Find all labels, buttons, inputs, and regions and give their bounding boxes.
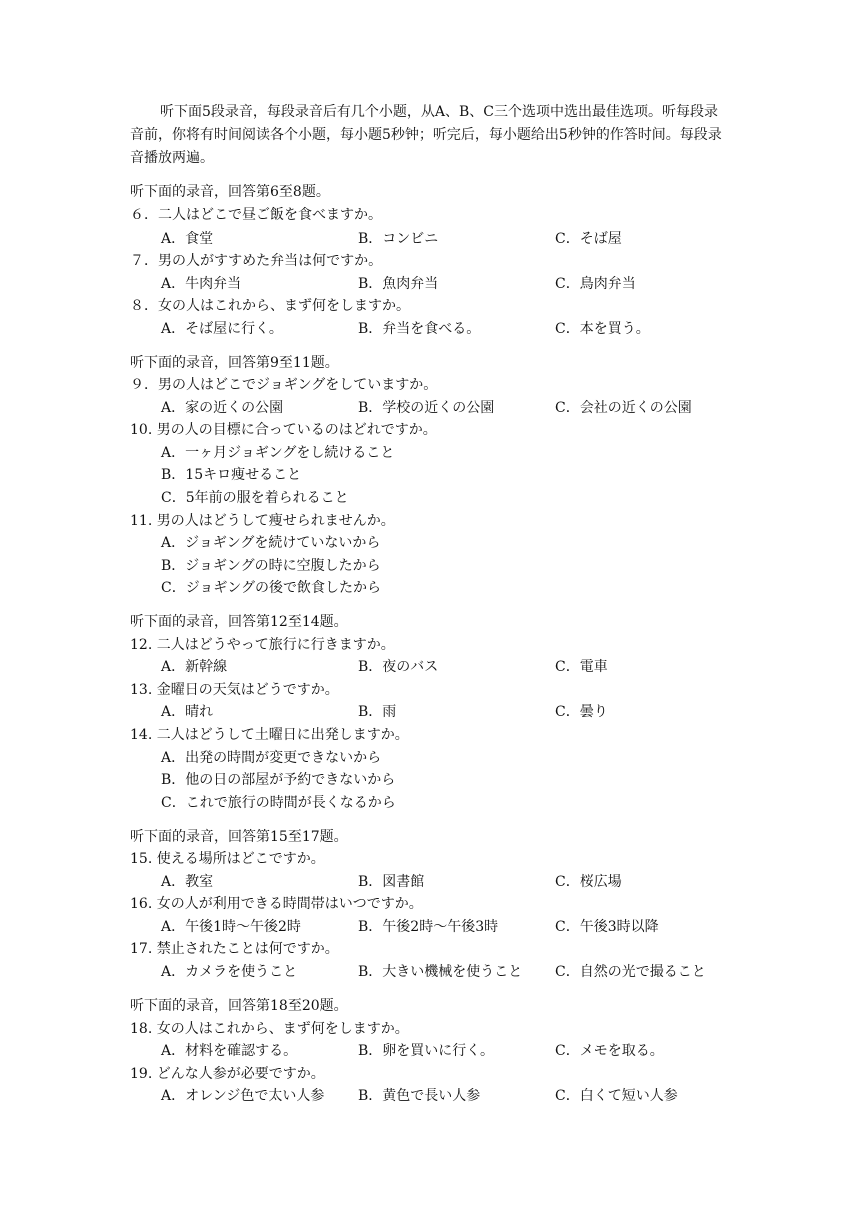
option-c: C．5年前の服を着られること (161, 490, 349, 506)
question-15: 15. 使える場所はどこですか。 (130, 851, 325, 867)
question-19: 19. どんな人参が必要ですか。 (130, 1066, 325, 1082)
option-c: C．ジョギングの後で飲食したから (161, 580, 382, 596)
option-a: A．新幹線 (161, 659, 228, 675)
question-8: ８．女の人はこれから、まず何をしますか。 (130, 298, 410, 314)
option-c: C．白くて短い人参 (555, 1088, 678, 1104)
question-18: 18. 女の人はこれから、まず何をしますか。 (130, 1021, 409, 1037)
option-a: A．家の近くの公園 (161, 400, 284, 416)
option-c: C．会社の近くの公園 (555, 400, 692, 416)
option-a: A．そば屋に行く。 (161, 321, 283, 337)
question-9: ９．男の人はどこでジョギングをしていますか。 (130, 377, 438, 393)
option-a: A．一ヶ月ジョギングをし続けること (161, 445, 395, 461)
option-a: A．材料を確認する。 (161, 1043, 298, 1059)
option-b: B．15キロ痩せること (161, 467, 302, 483)
question-12: 12. 二人はどうやって旅行に行きますか。 (130, 637, 395, 653)
option-b: B．学校の近くの公園 (358, 400, 495, 416)
question-6: ６．二人はどこで昼ご飯を食べますか。 (130, 207, 382, 223)
option-b: B．他の日の部屋が予約できないから (161, 772, 396, 788)
option-c: C．鳥肉弁当 (555, 276, 636, 292)
option-c: C．曇り (555, 704, 608, 720)
question-7: ７．男の人がすすめた弁当は何ですか。 (130, 253, 383, 269)
option-b: B．夜のバス (358, 659, 439, 675)
section-header: 听下面的录音，回答第6至8题。 (130, 184, 330, 200)
question-13: 13. 金曜日の天気はどうですか。 (130, 682, 339, 698)
option-a: A．カメラを使うこと (161, 964, 298, 980)
option-a: A．食堂 (161, 231, 214, 247)
option-b: B．ジョギングの時に空腹したから (161, 558, 381, 574)
option-c: C．そば屋 (555, 231, 622, 247)
section-header: 听下面的录音，回答第15至17题。 (130, 829, 348, 845)
option-c: C．桜広場 (555, 874, 622, 890)
question-17: 17. 禁止されたことは何ですか。 (130, 941, 339, 957)
option-c: C．これで旅行の時間が長くなるから (161, 795, 396, 811)
question-14: 14. 二人はどうして土曜日に出発しますか。 (130, 727, 409, 743)
option-a: A．午後1時～午後2時 (161, 919, 301, 935)
option-a: A．牛肉弁当 (161, 276, 242, 292)
option-b: B．黄色で長い人参 (358, 1088, 481, 1104)
option-a: A．ジョギングを続けていないから (161, 535, 381, 551)
option-b: B．雨 (358, 704, 397, 720)
option-b: B．図書館 (358, 874, 425, 890)
option-b: B．コンビニ (358, 231, 439, 247)
option-b: B．弁当を食べる。 (358, 321, 481, 337)
option-a: A．オレンジ色で太い人参 (161, 1088, 325, 1104)
option-a: A．晴れ (161, 704, 214, 720)
section-header: 听下面的录音，回答第9至11题。 (130, 355, 339, 371)
option-b: B．卵を買いに行く。 (358, 1043, 495, 1059)
option-b: B．魚肉弁当 (358, 276, 439, 292)
option-c: C．午後3時以降 (555, 919, 659, 935)
question-11: 11. 男の人はどうして痩せられませんか。 (130, 513, 395, 529)
option-b: B．午後2時～午後3時 (358, 919, 499, 935)
option-a: A．教室 (161, 874, 214, 890)
section-header: 听下面的录音，回答第12至14题。 (130, 614, 348, 630)
question-10: 10. 男の人の目標に合っているのはどれですか。 (130, 422, 437, 438)
option-c: C．本を買う。 (555, 321, 650, 337)
section-header: 听下面的录音，回答第18至20题。 (130, 998, 348, 1014)
option-b: B．大きい機械を使うこと (358, 964, 523, 980)
question-16: 16. 女の人が利用できる時間帯はいつですか。 (130, 896, 423, 912)
listening-instructions: 听下面5段录音，每段录音后有几个小题，从A、B、C三个选项中选出最佳选项。听每段录音前，你将有时间阅读各个小题，每小题5秒钟；听完后，每小题给出5秒钟的作答时间。每段录音播放两遍。 (130, 104, 722, 166)
option-a: A．出発の時間が変更できないから (161, 750, 382, 766)
option-c: C．メモを取る。 (555, 1043, 664, 1059)
option-c: C．電車 (555, 659, 608, 675)
option-c: C．自然の光で撮ること (555, 964, 706, 980)
